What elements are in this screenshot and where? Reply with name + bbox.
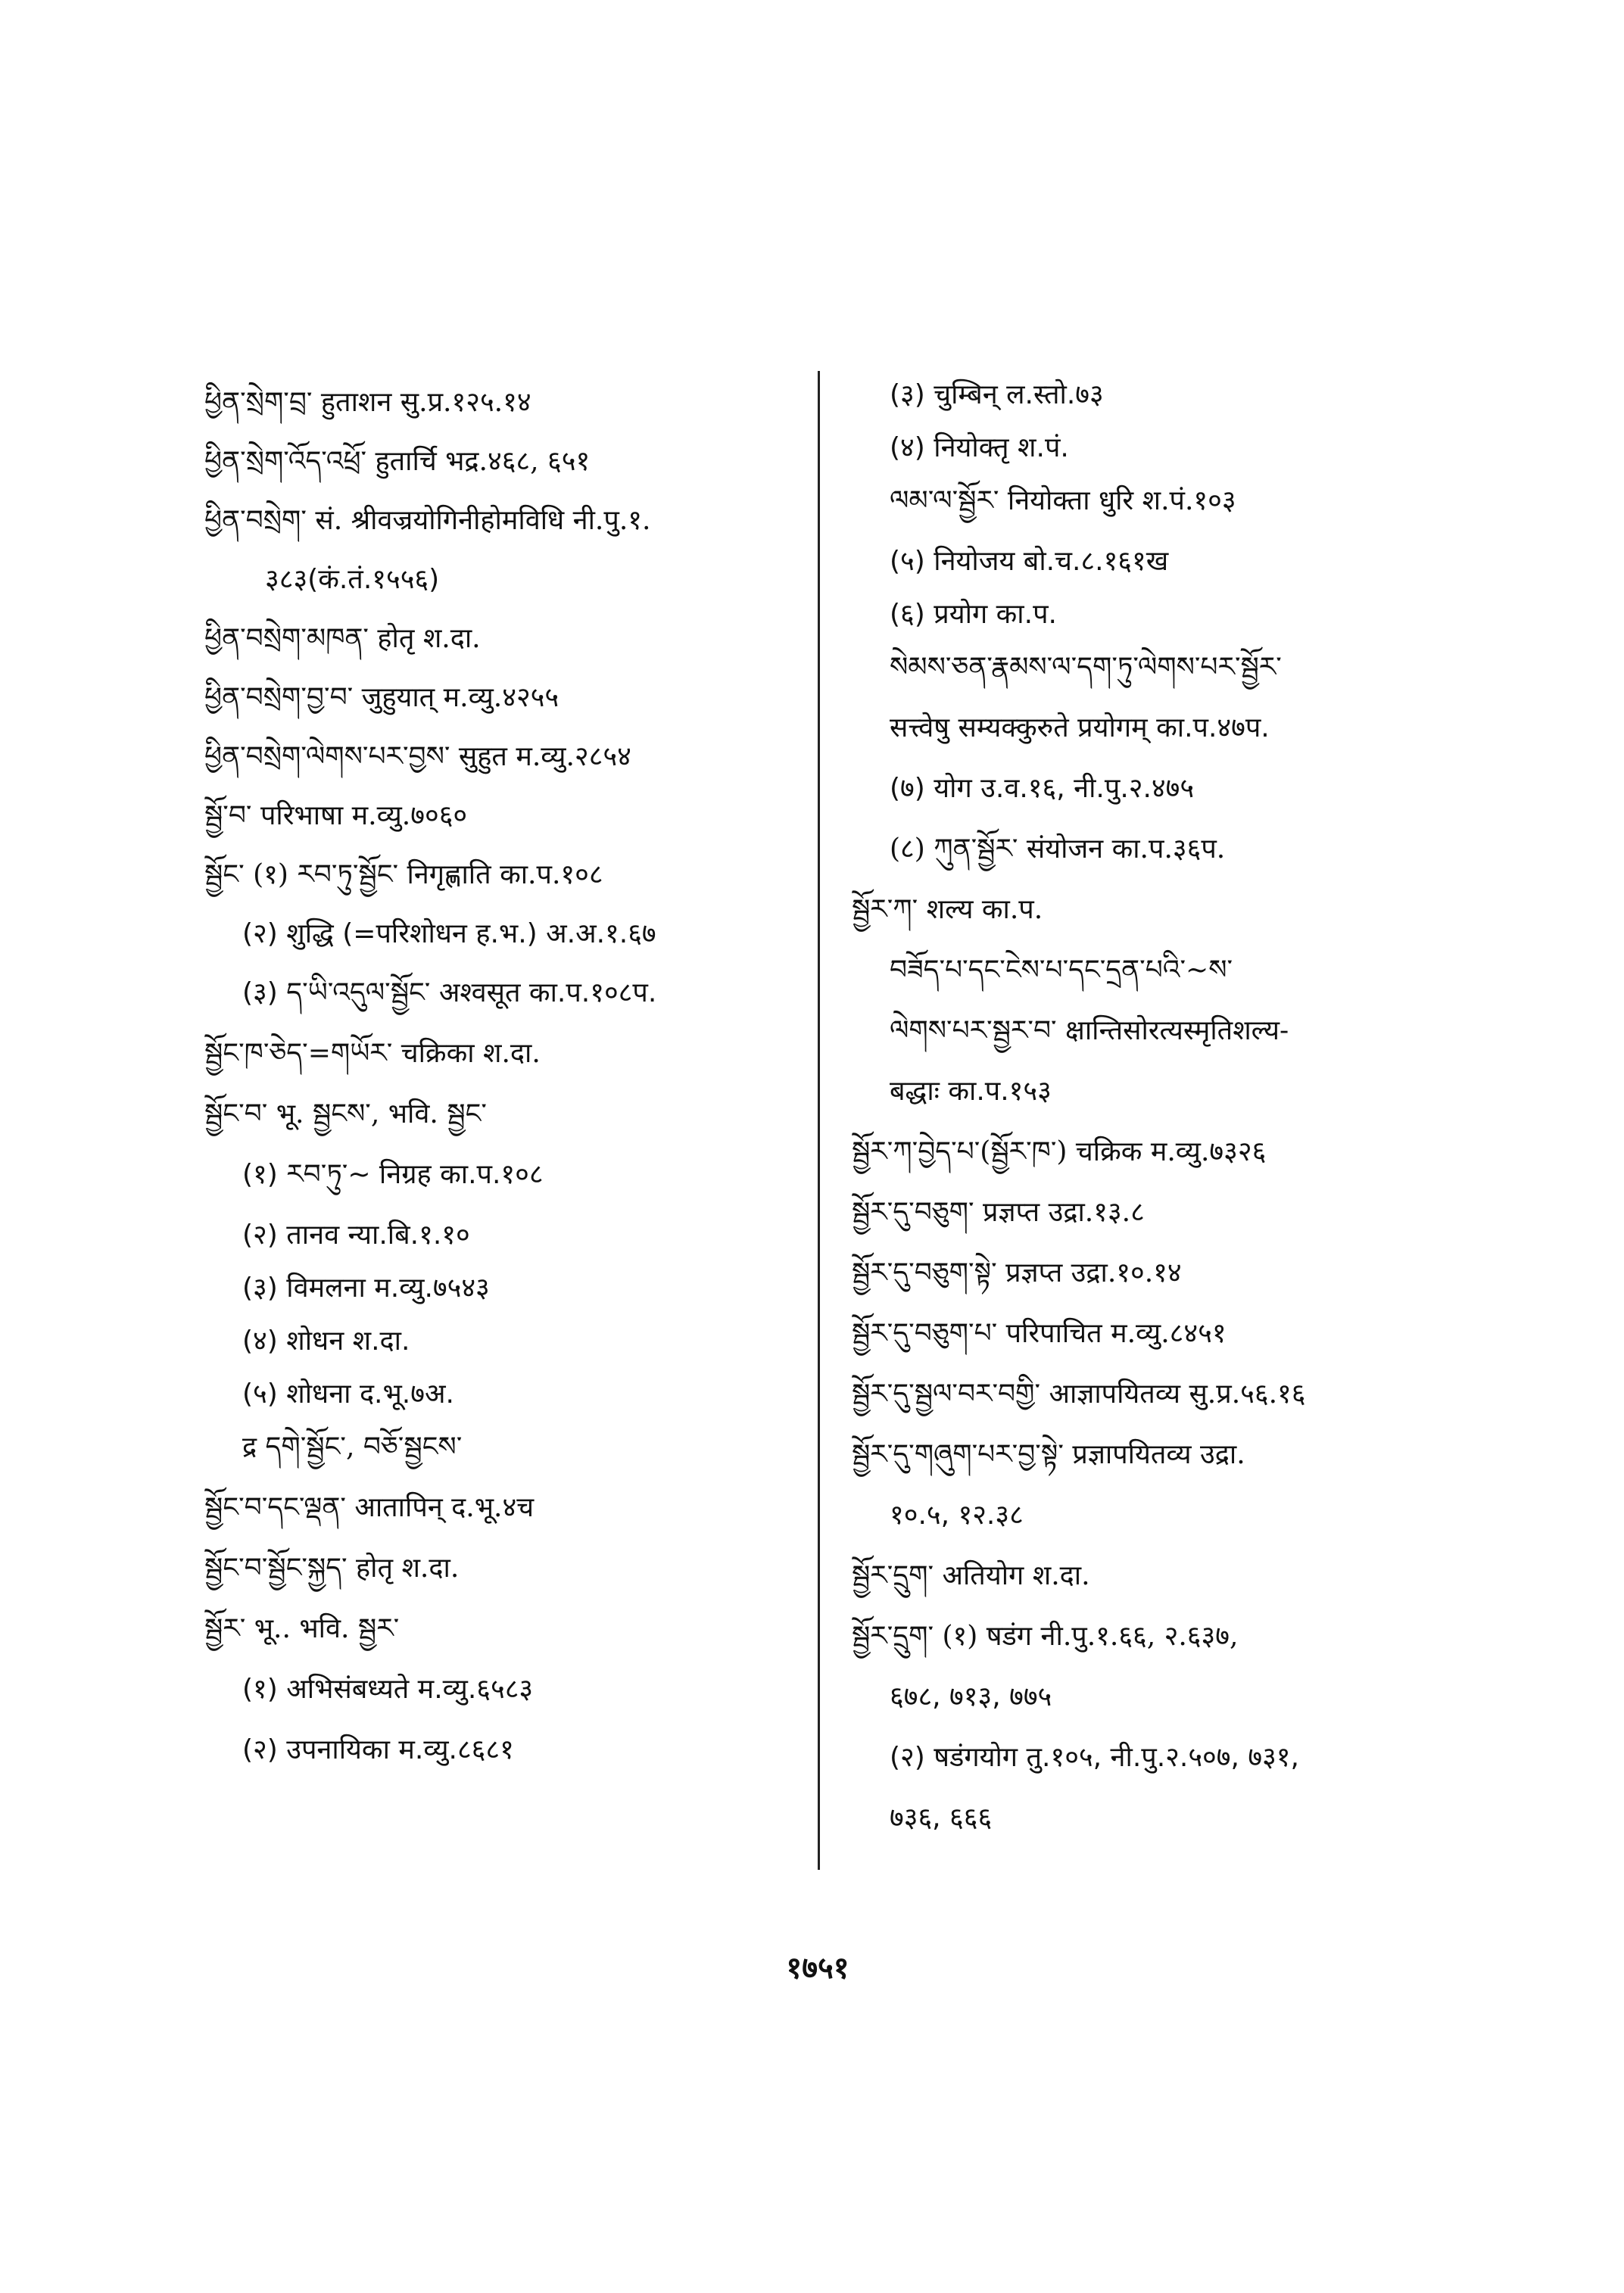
sub-entry: (३) ད་ཡི་འདུལ་སྦྱོང་ अश्वसूत का.प.१०८प. [242, 977, 657, 1008]
entry: སྦྱོར་དུ་བཅུག་པ་ परिपाचित म.व्यु.८४५१ [852, 1318, 1227, 1349]
example: སེམས་ཅན་རྣམས་ལ་དག་ཏུ་ལེགས་པར་སྦྱོར་ [890, 652, 1282, 683]
entry: ཕྱིན་བསྲེག་མཁན་ होतृ श.दा. [204, 623, 481, 654]
entry: སྦྱོང་བ་ भू. སྦྱངས་, भवि. སྦྱང་ [204, 1098, 487, 1129]
sub-entry: (२) उपनायिका म.व्यु.८६८१ [242, 1734, 514, 1765]
sub-entry: (८) ཀུན་སྦྱོར་ संयोजन का.प.३६प. [890, 833, 1226, 865]
entry: སྦྱོར་དྲུག་ (१) षडंग नी.पु.१.६६, २.६३७, [852, 1621, 1239, 1652]
example: ལེགས་པར་སྦྱར་བ་ क्षान्तिसोरत्यस्मृतिशल्य- [890, 1015, 1289, 1046]
cross-reference: द्र དགེ་སྦྱོང་, བཅོ་སྦྱངས་ [242, 1432, 463, 1463]
entry: ཕྱིན་བསྲེག་ सं. श्रीवज्रयोगिनीहोमविधि नी.पु.१. [204, 505, 651, 536]
sub-entry: (२) तानव न्या.बि.१.१० [242, 1220, 470, 1251]
column-divider [818, 371, 820, 1870]
sub-entry: (४) शोधन श.दा. [242, 1326, 410, 1357]
entry: སྦྱོང་བ་སྦྱོང་སྐྱད་ होतृ श.दा. [204, 1553, 460, 1584]
entry: སྦྱོར་ भू.. भवि. སྦྱར་ [204, 1613, 400, 1644]
entry: སྦྱོ་བ་ परिभाषा म.व्यु.७०६० [204, 800, 468, 831]
entry-continuation: १०.५, १२.३८ [890, 1500, 1024, 1531]
entry: སྦྱོར་ཀ་བྱེད་པ་(སྦྱོར་ཁ་) चक्रिक म.व्यु.७३२६ [852, 1136, 1267, 1167]
sub-entry: (२) षडंगयोग तु.१०५, नी.पु.२.५०७, ७३१, [890, 1742, 1299, 1773]
sub-entry: (४) नियोक्तृ श.पं. [890, 432, 1069, 463]
entry: ཕྱིན་སྲེག་བྲ་ हुताशन सु.प्र.१२५.१४ [204, 387, 531, 418]
entry: སྦྱོར་དུ་བཅུག་ प्रज्ञप्त उद्रा.१३.८ [852, 1197, 1145, 1228]
entry: སྦྱོར་ཀ་ शल्य का.प. [852, 894, 1043, 925]
entry-continuation: ६७८, ७१३, ७७५ [890, 1681, 1052, 1712]
example: བཟོད་པ་དང་ངེས་པ་དང་དྲན་པའི་~ས་ [890, 955, 1233, 986]
sub-entry: (५) नियोजय बो.च.८.१६१ख [890, 546, 1169, 577]
sub-entry: (१) རབ་ཏུ་~ निग्रह का.प.१०८ [242, 1159, 544, 1190]
entry: སྦྱོང་ (१) རབ་ཏུ་སྦྱོང་ निगृह्णाति का.प.१०८ [204, 859, 603, 890]
entry: སྦྱོང་ཁ་ཅེད་=གཡོར་ चक्रिका श.दा. [204, 1038, 541, 1069]
sub-entry: (१) अभिसंबध्यते म.व्यु.६५८३ [242, 1674, 534, 1705]
sub-entry: (३) विमलना म.व्यु.७५४३ [242, 1273, 490, 1304]
example-translation: बद्धाः का.प.१५३ [890, 1076, 1052, 1107]
entry: སྦྱོང་བ་དང་ལྡན་ आतापिन् द.भू.४च [204, 1492, 535, 1523]
sub-entry: (५) शोधना द.भू.७अ. [242, 1379, 454, 1410]
entry: སྦྱོར་དུ་བཅུག་སྟེ་ प्रज्ञप्त उद्रा.१०.१४ [852, 1257, 1182, 1288]
example-translation: सत्त्वेषु सम्यक्कुरुते प्रयोगम् का.प.४७प. [890, 712, 1270, 743]
entry-continuation: ३८३(कं.तं.१५५६) [265, 564, 440, 595]
sub-entry: (६) प्रयोग का.प. [890, 599, 1057, 630]
entry: ཕྱིན་བསྲེག་ལེགས་པར་བྱས་ सुहुत म.व्यु.२८५४ [204, 741, 631, 772]
entry-continuation: ७३६, ६६६ [890, 1802, 993, 1833]
sub-entry: (७) योग उ.व.१६, नी.पु.२.४७५ [890, 773, 1195, 804]
example: ལམ་ལ་སྦྱོར་ नियोक्ता धुरि श.पं.१०३ [890, 485, 1236, 516]
sub-entry: (३) चुम्बिन् ल.स्तो.७३ [890, 379, 1104, 410]
page-number: १७५१ [786, 1951, 849, 1986]
sub-entry: (२) शुद्धि (=परिशोधन ह.भ.) अ.अ.१.६७ [242, 918, 656, 949]
entry: ཕྱིན་སྲེག་འོད་འཕྲོ་ हुतार्चि भद्र.४६८, ६५१ [204, 446, 591, 477]
entry: ཕྱིན་བསྲེག་བྱ་བ་ जुहुयात् म.व्यु.४२५५ [204, 682, 560, 713]
entry: སྦྱོར་དུ་གཞུག་པར་བྱ་སྟེ་ प्रज्ञापयितव्य उद्रा. [852, 1439, 1245, 1470]
entry: སྦྱོར་དུ་སྦྱལ་བར་བགྱི་ आज्ञापयितव्य सु.प्र.५६.१६ [852, 1379, 1306, 1410]
entry: སྦྱོར་དྲུག་ अतियोग श.दा. [852, 1560, 1090, 1591]
